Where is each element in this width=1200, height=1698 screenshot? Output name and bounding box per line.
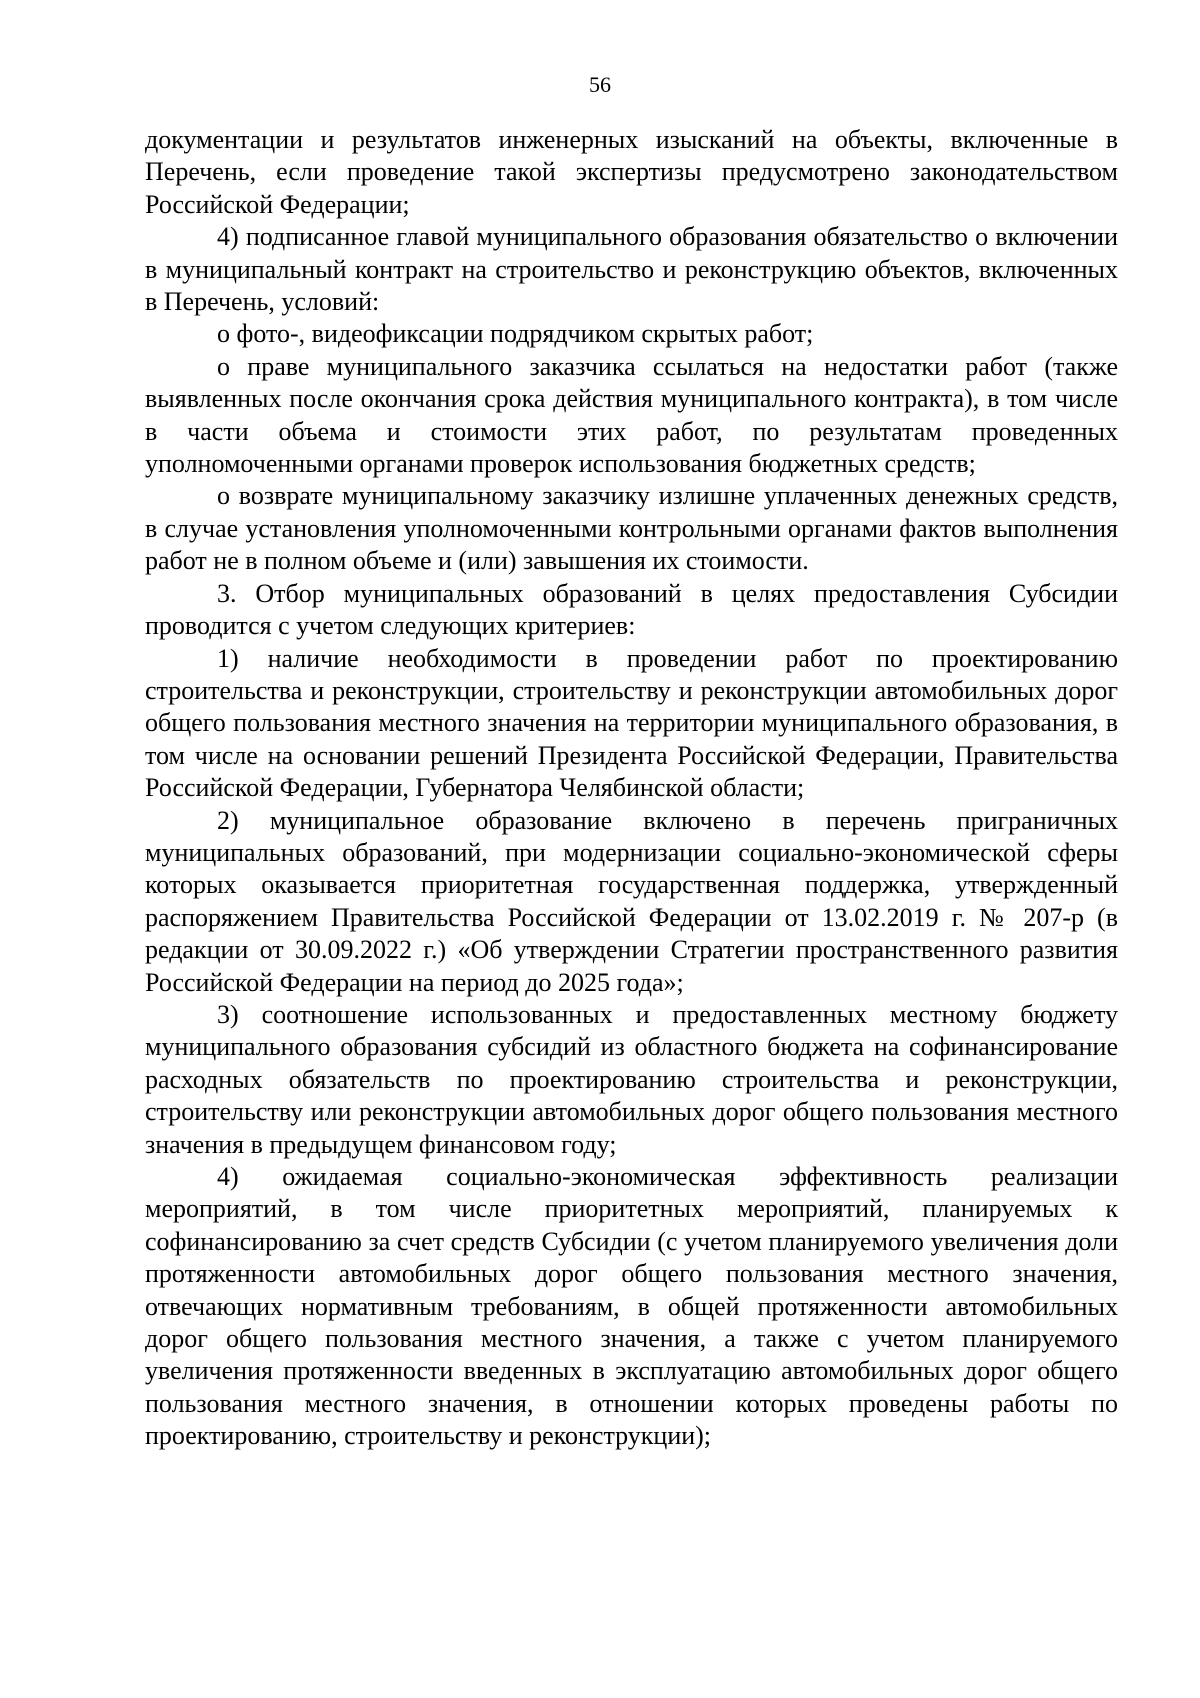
paragraph-refund: о возврате муниципальному заказчику излишне уплаченных денежных средств, в случае установления уполномоченными контрольными органами фактов выполнения работ не в полном объеме и (или) завышения их стоимости. <box>145 481 1118 576</box>
paragraph-criterion-3: 3) соотношение использованных и предоставленных местному бюджету муниципального образования субсидий из областного бюджета на софинансирование расходных обязательств по проектированию строительства и реконструкции, строительству или реконструкции автомобильных дорог общего пользования местного значения в предыдущем финансовом году; <box>145 999 1118 1159</box>
paragraph-item-4-obligation: 4) подписанное главой муниципального образования обязательство о включении в муниципальный контракт на строительство и реконструкцию объектов, включенных в Перечень, условий: <box>145 222 1118 317</box>
paragraph-criterion-4: 4) ожидаемая социально-экономическая эффективность реализации мероприятий, в том числе приоритетных мероприятий, планируемых к софинансированию за счет средств Субсидии (с учетом планируемого увеличения доли протяженности автомобильных дорог общего пользования местного значения, отвечающих нормативным требованиям, в общей протяженности автомобильных дорог общего пользования местного значения, а также с учетом планируемого увеличения протяженности введенных в эксплуатацию автомобильных дорог общего пользования местного значения, в отношении которых проведены работы по проектированию, строительству и реконструкции); <box>145 1162 1118 1451</box>
paragraph-continuation: документации и результатов инженерных изысканий на объекты, включенные в Перечень, если проведение такой экспертизы предусмотрено законодательством Российской Федерации; <box>145 125 1118 219</box>
paragraph-customer-right: о праве муниципального заказчика ссылаться на недостатки работ (также выявленных после окончания срока действия муниципального контракта), в том числе в части объема и стоимости этих работ, по результатам проведенных уполномоченными органами проверок использования бюджетных средств; <box>145 351 1118 479</box>
paragraph-section-3-selection: 3. Отбор муниципальных образований в целях предоставления Субсидии проводится с учетом следующих критериев: <box>145 578 1118 641</box>
paragraph-criterion-2: 2) муниципальное образование включено в перечень приграничных муниципальных образований, при модернизации социально-экономической сферы которых оказывается приоритетная государственная поддержка, утвержденный распоряжением Правительства Российской Федерации от 13.02.2019 г. № 207-р (в редакции от 30.09.2022 г.) «Об утверждении Стратегии пространственного развития Российской Федерации на период до 2025 года»; <box>145 805 1118 997</box>
paragraph-photo-video: о фото-, видеофиксации подрядчиком скрытых работ; <box>217 319 814 349</box>
paragraph-criterion-1: 1) наличие необходимости в проведении работ по проектированию строительства и реконструкции, строительству и реконструкции автомобильных дорог общего пользования местного значения на территории муниципального образования, в том числе на основании решений Президента Российской Федерации, Правительства Российской Федерации, Губернатора Челябинской области; <box>145 643 1118 803</box>
page-number: 56 <box>589 72 611 97</box>
document-body <box>145 124 1118 1453</box>
